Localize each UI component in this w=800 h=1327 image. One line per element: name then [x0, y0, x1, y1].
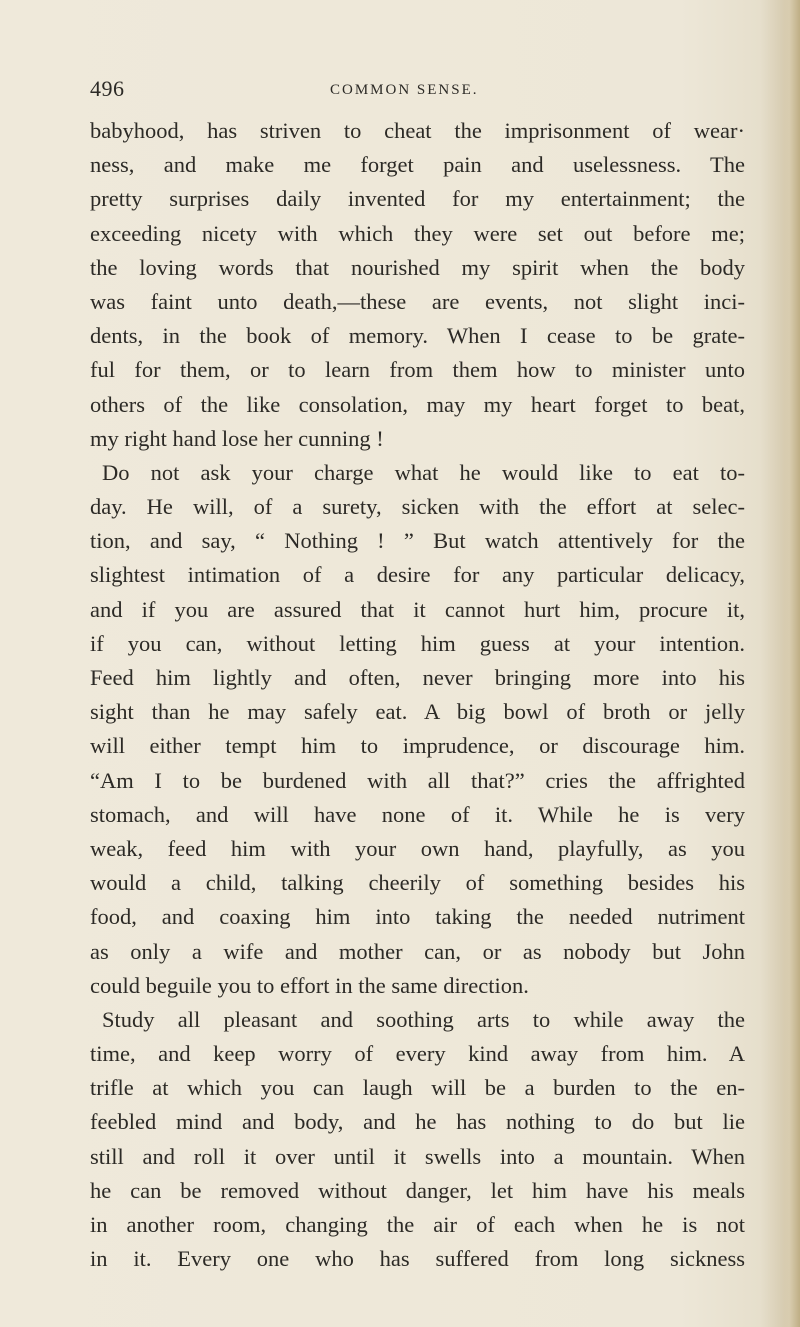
text-line: would a child, talking cheerily of something besides his — [90, 870, 745, 896]
text-line: my right hand lose her cunning ! — [90, 425, 384, 451]
text-line: stomach, and will have none of it. While he is very — [90, 801, 745, 827]
text-line: ful for them, or to learn from them how to minister unto — [90, 357, 745, 383]
text-line: still and roll it over until it swells into a mountain. When — [90, 1143, 745, 1169]
text-line: trifle at which you can laugh will be a burden to the en- — [90, 1075, 745, 1101]
text-line: others of the like consolation, may my heart forget to beat, — [90, 391, 745, 417]
text-line: exceeding nicety with which they were set out before me; — [90, 220, 745, 246]
text-line: was faint unto death,—these are events, not slight inci- — [90, 288, 745, 314]
page-header — [90, 76, 740, 106]
text-line: in it. Every one who has suffered from long sickness — [90, 1246, 745, 1272]
text-line: day. He will, of a surety, sicken with the effort at selec- — [90, 494, 745, 520]
text-line: the loving words that nourished my spirit when the body — [90, 254, 745, 280]
text-line: in another room, changing the air of each when he is not — [90, 1212, 745, 1237]
text-line: sight than he may safely eat. A big bowl of broth or jelly — [90, 699, 745, 725]
text-line: Do not ask your charge what he would like to eat to- — [102, 459, 745, 485]
text-line: will either tempt him to imprudence, or discourage him. — [90, 733, 745, 759]
text-line: ness, and make me forget pain and uselessness. The — [90, 152, 745, 178]
text-line: “Am I to be burdened with all that?” cries the affrighted — [90, 767, 745, 793]
body-text — [90, 114, 745, 1276]
text-line: Feed him lightly and often, never bringing more into his — [90, 665, 745, 690]
text-line: feebled mind and body, and he has nothing to do but lie — [90, 1109, 745, 1135]
text-line: Study all pleasant and soothing arts to while away the — [102, 1006, 745, 1032]
text-line: and if you are assured that it cannot hurt him, procure it, — [90, 596, 745, 622]
text-line: pretty surprises daily invented for my entertainment; the — [90, 186, 745, 212]
text-line: food, and coaxing him into taking the needed nutriment — [90, 904, 745, 930]
text-line: as only a wife and mother can, or as nobody but John — [90, 938, 745, 964]
text-line: he can be removed without danger, let him have his meals — [90, 1177, 745, 1203]
text-line: weak, feed him with your own hand, playfully, as you — [90, 835, 745, 861]
text-line: tion, and say, “ Nothing ! ” But watch attentively for the — [90, 528, 745, 554]
running-head: COMMON SENSE. — [330, 82, 479, 98]
text-line: if you can, without letting him guess at your intention. — [90, 630, 745, 656]
text-line: dents, in the book of memory. When I cease to be grate- — [90, 323, 745, 349]
text-line: babyhood, has striven to cheat the imprisonment of wear· — [90, 118, 745, 143]
page-edge-shadow — [782, 0, 800, 1327]
text-line: could beguile you to effort in the same direction. — [90, 972, 529, 998]
text-line: time, and keep worry of every kind away from him. A — [90, 1041, 745, 1067]
page-number: 496 — [90, 76, 125, 101]
text-line: slightest intimation of a desire for any particular delicacy, — [90, 562, 745, 588]
